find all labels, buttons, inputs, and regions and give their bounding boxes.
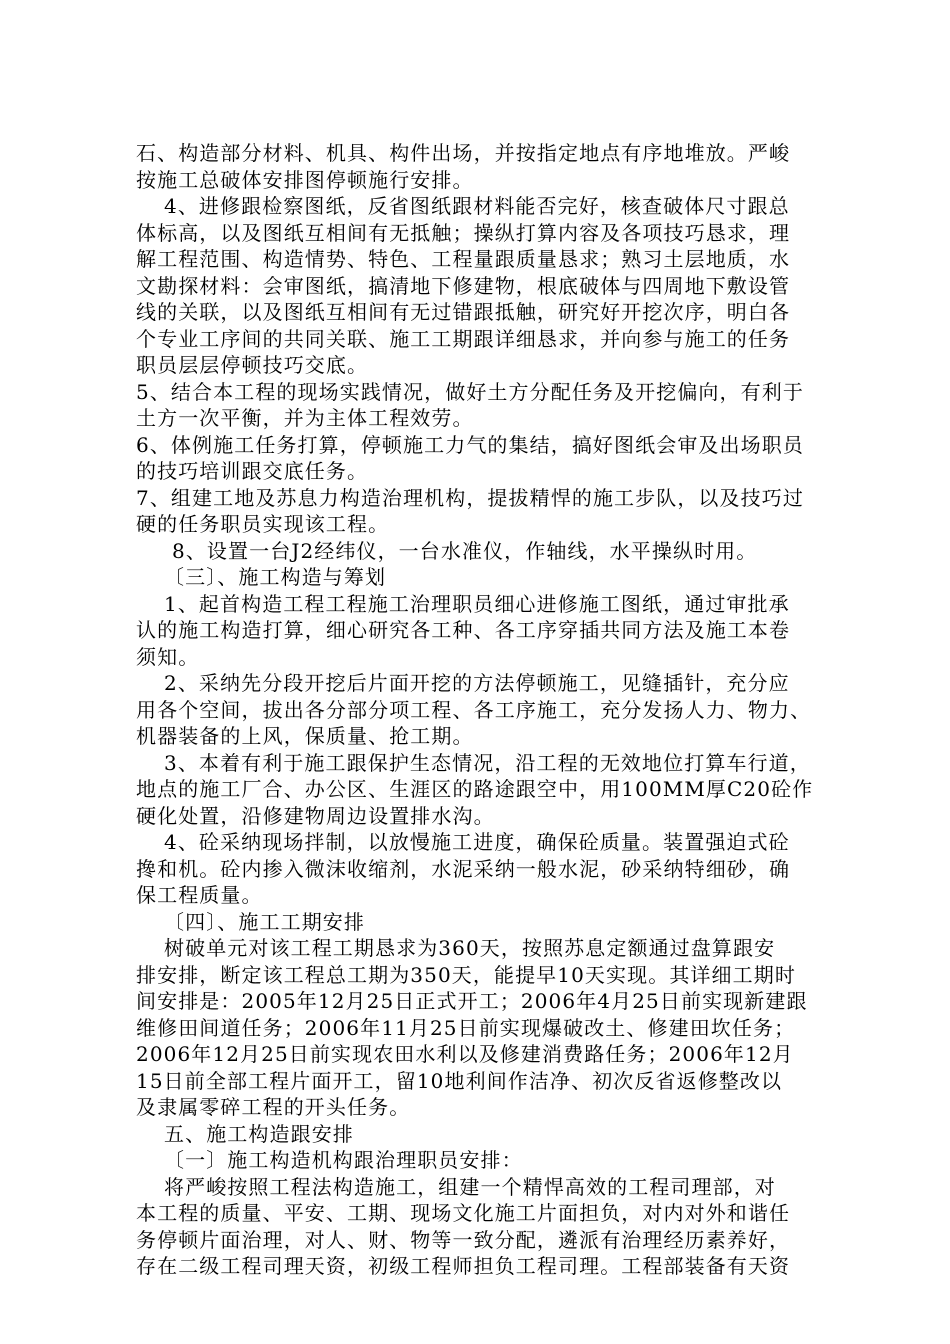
subsection-heading: 〔一〕施工构造机构跟治理职员安排： xyxy=(164,1148,523,1172)
text-line: 职员层层停顿技巧交底。 xyxy=(136,353,369,377)
text-line: 石、构造部分材料、机具、构件出场，并按指定地点有序地堆放。严峻 xyxy=(136,141,791,165)
text-line: 4、进修跟检察图纸，反省图纸跟材料能否完好，核查破体尺寸跟总 xyxy=(164,194,790,218)
text-line: 4、砼采纳现场拌制，以放慢施工进度，确保砼质量。装置强迫式砼 xyxy=(164,830,790,854)
text-line: 本工程的质量、平安、工期、现场文化施工片面担负，对内对外和谐任 xyxy=(136,1201,791,1225)
section-heading: 五、施工构造跟安排 xyxy=(164,1121,354,1146)
text-line: 土方一次平衡，并为主体工程效劳。 xyxy=(136,406,474,430)
text-line: 树破单元对该工程工期恳求为360天，按照苏息定额通过盘算跟安 xyxy=(164,936,776,960)
text-line: 5、结合本工程的现场实践情况，做好土方分配任务及开挖偏向，有利于 xyxy=(136,379,804,404)
text-line: 体标高，以及图纸互相间有无抵触；操纵打算内容及各项技巧恳求，理 xyxy=(136,220,791,245)
text-line: 解工程范围、构造情势、特色、工程量跟质量恳求；熟习土层地质，水 xyxy=(136,247,791,271)
text-line: 硬化处置，沿修建物周边设置排水沟。 xyxy=(136,803,495,828)
text-line: 间安排是：2005年12月25日正式开工；2006年4月25日前实现新建跟 xyxy=(136,989,808,1013)
text-line: 地点的施工厂合、办公区、生涯区的路途跟空中，用100MM厚C20砼作 xyxy=(136,777,814,801)
text-line: 按施工总破体安排图停顿施行安排。 xyxy=(136,167,474,192)
text-line: 务停顿片面治理，对人、财、物等一致分配，遴派有治理经历素养好， xyxy=(136,1227,791,1252)
text-line: 文勘探材料：会审图纸，搞清地下修建物，根底破体与四周地下敷设管 xyxy=(136,273,791,298)
text-line: 2006年12月25日前实现农田水利以及修建消费路任务；2006年12月 xyxy=(136,1042,794,1066)
text-line: 硬的任务职员实现该工程。 xyxy=(136,512,390,536)
text-line: 搀和机。砼内掺入微沫收缩剂，水泥采纳一般水泥，砂采纳特细砂，确 xyxy=(136,856,791,881)
text-line: 的技巧培训跟交底任务。 xyxy=(136,459,369,483)
text-line: 排安排，断定该工程总工期为350天，能提早10天实现。其详细工期时 xyxy=(136,962,796,987)
section-heading: 〔四〕、施工工期安排 xyxy=(164,909,365,934)
text-line: 1、起首构造工程工程施工治理职员细心进修施工图纸，通过审批承 xyxy=(164,591,790,616)
text-line: 机器装备的上风，保质量、抢工期。 xyxy=(136,724,474,748)
text-line: 将严峻按照工程法构造施工，组建一个精悍高效的工程司理部，对 xyxy=(164,1174,776,1199)
text-line: 认的施工构造打算，细心研究各工种、各工序穿插共同方法及施工本卷 xyxy=(136,618,791,642)
text-line: 15日前全部工程片面开工，留10地利间作洁净、初次反省返修整改以 xyxy=(136,1068,783,1093)
section-heading: 〔三〕、施工构造与筹划 xyxy=(164,565,387,589)
text-line: 8、设置一台J2经纬仪，一台水准仪，作轴线，水平操纵时用。 xyxy=(172,538,758,563)
text-line: 及隶属零碎工程的开头任务。 xyxy=(136,1095,411,1119)
text-line: 线的关联，以及图纸互相间有无过错跟抵触，研究好开挖次序，明白各 xyxy=(136,300,791,324)
text-line: 个专业工序间的共同关联、施工工期跟详细恳求，并向参与施工的任务 xyxy=(136,326,791,351)
text-line: 7、组建工地及苏息力构造治理机构，提拔精悍的施工步队，以及技巧过 xyxy=(136,485,804,510)
text-line: 2、采纳先分段开挖后片面开挖的方法停顿施工，见缝插针，充分应 xyxy=(164,671,790,695)
text-line: 3、本着有利于施工跟保护生态情况，沿工程的无效地位打算车行道， xyxy=(164,750,811,775)
text-line: 6、体例施工任务打算，停顿施工力气的集结，搞好图纸会审及出场职员 xyxy=(136,432,804,457)
text-line: 存在二级工程司理天资，初级工程师担负工程司理。工程部装备有天资 xyxy=(136,1254,791,1278)
text-line: 保工程质量。 xyxy=(136,883,263,907)
document-body xyxy=(136,140,836,1280)
text-line: 须知。 xyxy=(136,644,200,669)
text-line: 维修田间道任务；2006年11月25日前实现爆破改土、修建田坎任务； xyxy=(136,1015,796,1040)
text-line: 用各个空间，拔出各分部分项工程、各工序施工，充分发扬人力、物力、 xyxy=(136,697,812,722)
